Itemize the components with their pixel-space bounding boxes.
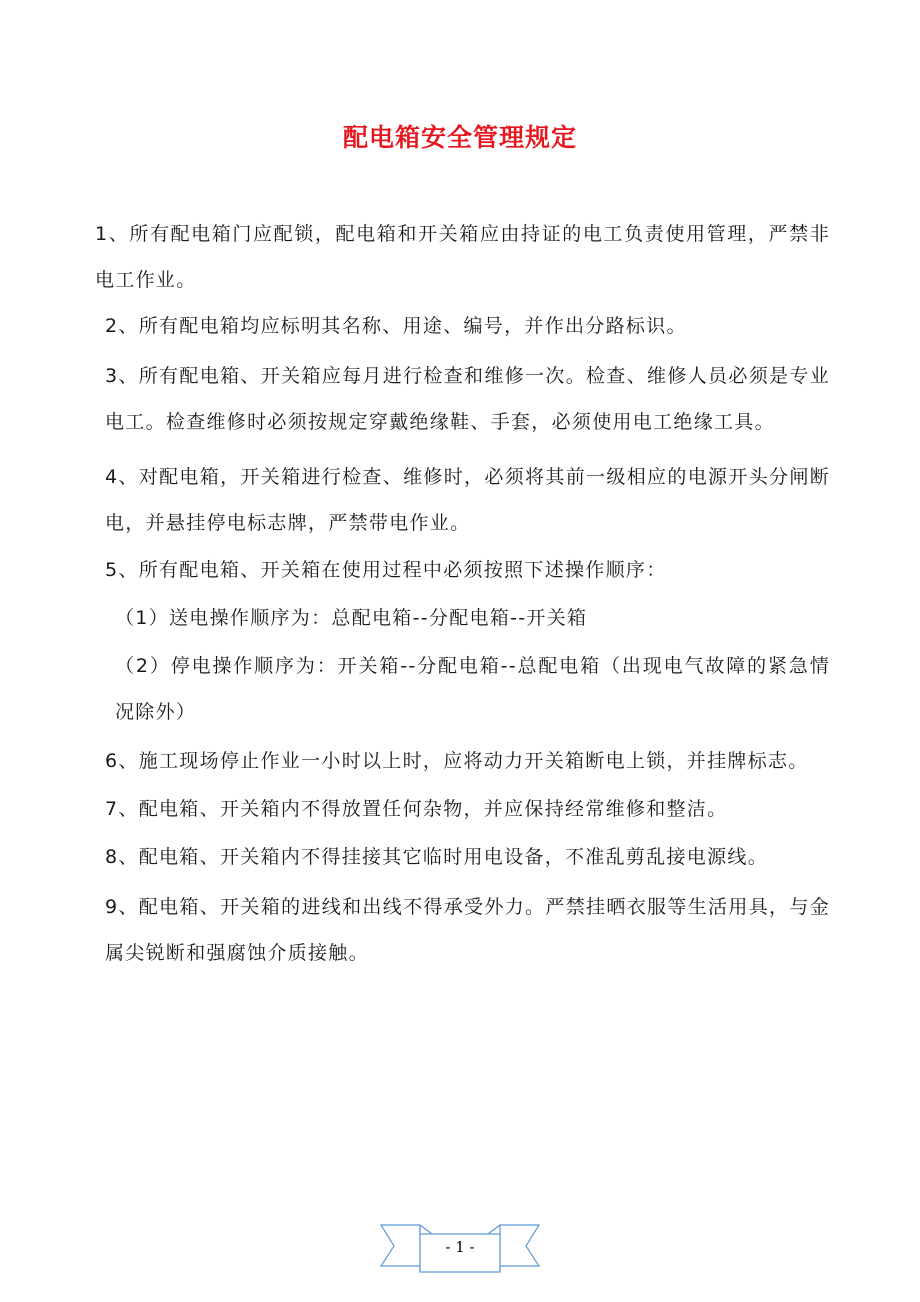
paragraph-5: 5、所有配电箱、开关箱在使用过程中必须按照下述操作顺序：: [105, 559, 667, 581]
paragraph-5-sub-2: （2）停电操作顺序为：开关箱--分配电箱--总配电箱（出现电气故障的紧急情况除外）: [115, 655, 830, 723]
paragraph-1: 1、所有配电箱门应配锁，配电箱和开关箱应由持证的电工负责使用管理，严禁非电工作业。: [95, 223, 830, 291]
paragraph-2: 2、所有配电箱均应标明其名称、用途、编号，并作出分路标识。: [105, 315, 687, 337]
paragraph-5-sub-1: （1）送电操作顺序为：总配电箱--分配电箱--开关箱: [115, 607, 588, 629]
paragraph-9: 9、配电箱、开关箱的进线和出线不得承受外力。严禁挂晒衣服等生活用具，与金属尖锐断和强腐蚀介质接触。: [105, 896, 830, 964]
paragraph-3: 3、所有配电箱、开关箱应每月进行检查和维修一次。检查、维修人员必须是专业电工。检查维修时必须按规定穿戴绝缘鞋、手套，必须使用电工绝缘工具。: [105, 365, 830, 433]
paragraph-7: 7、配电箱、开关箱内不得放置任何杂物，并应保持经常维修和整洁。: [105, 798, 728, 820]
paragraph-4: 4、对配电箱，开关箱进行检查、维修时，必须将其前一级相应的电源开头分闸断电，并悬挂停电标志牌，严禁带电作业。: [105, 466, 830, 534]
paragraph-6: 6、施工现场停止作业一小时以上时，应将动力开关箱断电上锁，并挂牌标志。: [105, 750, 809, 772]
page-footer-ribbon: [380, 1222, 540, 1278]
page-title: 配电箱安全管理规定: [342, 123, 577, 152]
paragraph-8: 8、配电箱、开关箱内不得挂接其它临时用电设备，不准乱剪乱接电源线。: [105, 846, 768, 868]
page-number: - 1 -: [445, 1238, 475, 1256]
